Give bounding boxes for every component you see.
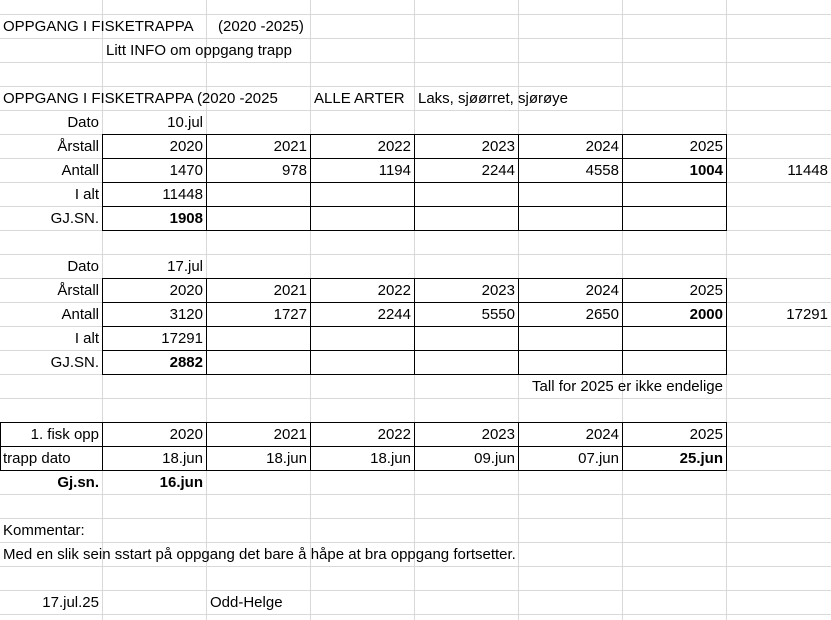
t1-avg-value[interactable]: 1908 — [169, 210, 203, 227]
gridline — [0, 590, 831, 591]
footer-date[interactable]: 17.jul.25 — [42, 594, 99, 611]
species-label[interactable]: Laks, sjøørret, sjørøye — [418, 90, 569, 107]
t3-first-label[interactable]: 1. fisk opp — [30, 426, 99, 443]
t3-year-cell[interactable]: 2025 — [689, 426, 723, 443]
t2-count-cell[interactable]: 2650 — [585, 306, 619, 323]
t1-avg-label[interactable]: GJ.SN. — [50, 210, 99, 227]
t2-count-cell[interactable]: 1727 — [273, 306, 307, 323]
t3-date-cell[interactable]: 09.jun — [474, 450, 515, 467]
t3-date-cell[interactable]: 25.jun — [679, 450, 723, 467]
t1-year-cell[interactable]: 2024 — [585, 138, 619, 155]
t2-total-label[interactable]: I alt — [74, 330, 99, 347]
t1-date-value[interactable]: 10.jul — [167, 114, 203, 131]
t1-count-cell[interactable]: 978 — [281, 162, 307, 179]
t3-avg-label[interactable]: Gj.sn. — [57, 474, 99, 491]
section-title[interactable]: OPPGANG I FISKETRAPPA (2020 -2025 — [3, 90, 278, 107]
t2-year-cell[interactable]: 2024 — [585, 282, 619, 299]
t2-year-label[interactable]: Årstall — [57, 282, 99, 299]
t3-date-cell[interactable]: 18.jun — [266, 450, 307, 467]
t3-year-cell[interactable]: 2024 — [585, 426, 619, 443]
t1-total-label[interactable]: I alt — [74, 186, 99, 203]
t1-total-value[interactable]: 11448 — [162, 186, 203, 203]
t2-count-label[interactable]: Antall — [61, 306, 99, 323]
all-species-label[interactable]: ALLE ARTER — [314, 90, 405, 107]
note-2025[interactable]: Tall for 2025 er ikke endelige — [532, 378, 723, 395]
t1-year-cell[interactable]: 2020 — [169, 138, 203, 155]
t1-year-label[interactable]: Årstall — [57, 138, 99, 155]
t1-count-cell[interactable]: 4558 — [585, 162, 619, 179]
t1-count-cell[interactable]: 1194 — [378, 162, 411, 179]
t2-count-cell[interactable]: 5550 — [481, 306, 515, 323]
t2-total-value[interactable]: 17291 — [161, 330, 203, 347]
t3-year-cell[interactable]: 2022 — [377, 426, 411, 443]
info-link[interactable]: Litt INFO om oppgang trapp — [106, 42, 292, 59]
t1-year-cell[interactable]: 2023 — [481, 138, 515, 155]
t1-date-label[interactable]: Dato — [67, 114, 99, 131]
comment-text[interactable]: Med en slik sein sstart på oppgang det bare å håpe at bra oppgang fortsetter. — [3, 546, 516, 563]
t2-avg-value[interactable]: 2882 — [169, 354, 203, 371]
t2-count-cell[interactable]: 2000 — [689, 306, 723, 323]
t2-year-cell[interactable]: 2021 — [273, 282, 307, 299]
t1-year-cell[interactable]: 2022 — [377, 138, 411, 155]
t2-count-cell[interactable]: 2244 — [377, 306, 411, 323]
t1-count-label[interactable]: Antall — [61, 162, 99, 179]
footer-author[interactable]: Odd-Helge — [210, 594, 283, 611]
gridline — [0, 614, 831, 615]
comment-label[interactable]: Kommentar: — [3, 522, 85, 539]
t2-year-cell[interactable]: 2023 — [481, 282, 515, 299]
t2-year-cell[interactable]: 2025 — [689, 282, 723, 299]
t3-date-cell[interactable]: 18.jun — [370, 450, 411, 467]
t2-avg-label[interactable]: GJ.SN. — [50, 354, 99, 371]
t2-date-value[interactable]: 17.jul — [167, 258, 203, 275]
t2-date-label[interactable]: Dato — [67, 258, 99, 275]
t1-count-cell[interactable]: 1004 — [689, 162, 723, 179]
t3-year-cell[interactable]: 2023 — [481, 426, 515, 443]
sheet-title[interactable]: OPPGANG I FISKETRAPPA — [3, 18, 194, 35]
t1-count-cell[interactable]: 2244 — [481, 162, 515, 179]
t3-avg-value[interactable]: 16.jun — [159, 474, 203, 491]
t2-year-cell[interactable]: 2022 — [377, 282, 411, 299]
t2-extra-total[interactable]: 17291 — [786, 306, 828, 323]
t3-year-cell[interactable]: 2020 — [169, 426, 203, 443]
sheet-title-years[interactable]: (2020 -2025) — [218, 18, 304, 35]
t1-year-cell[interactable]: 2021 — [273, 138, 307, 155]
t1-extra-total[interactable]: 11448 — [787, 162, 828, 179]
t1-year-cell[interactable]: 2025 — [689, 138, 723, 155]
t3-year-cell[interactable]: 2021 — [273, 426, 307, 443]
t3-date-cell[interactable]: 07.jun — [578, 450, 619, 467]
t2-count-cell[interactable]: 3120 — [169, 306, 203, 323]
t3-date-cell[interactable]: 18.jun — [162, 450, 203, 467]
t3-date-label[interactable]: trapp dato — [3, 450, 71, 467]
t2-year-cell[interactable]: 2020 — [169, 282, 203, 299]
t1-count-cell[interactable]: 1470 — [169, 162, 203, 179]
